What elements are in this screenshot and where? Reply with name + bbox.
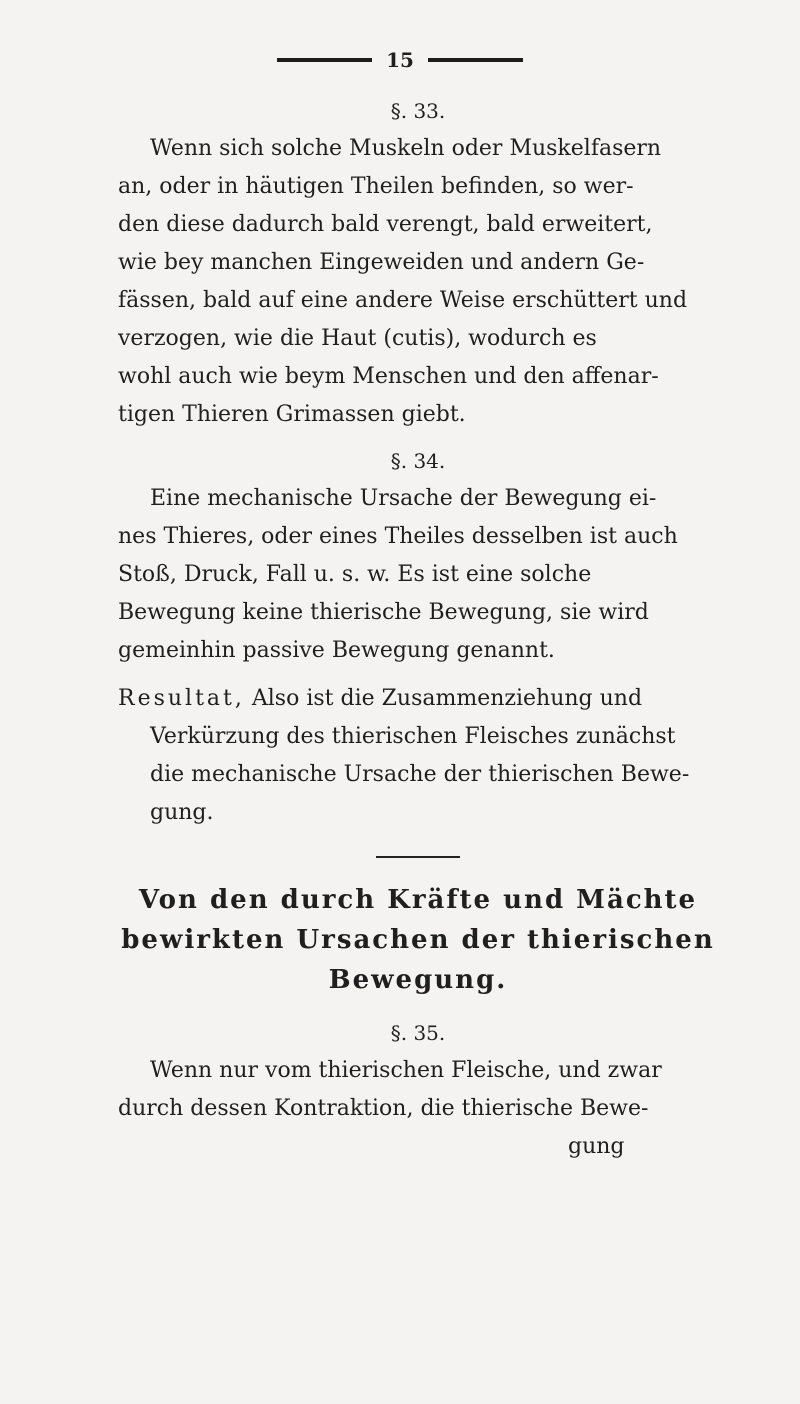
text-line: wie bey manchen Eingeweiden und andern Ge- xyxy=(118,250,645,275)
text-line: gung. xyxy=(150,800,214,825)
section-number-34: §. 34. xyxy=(390,449,446,473)
text-line: Verkürzung des thierischen Fleisches zunächst xyxy=(150,724,676,749)
header-rule-left xyxy=(277,58,372,62)
text-line: Wenn nur vom thierischen Fleische, und zwar xyxy=(150,1058,662,1083)
text-line: den diese dadurch bald verengt, bald erweitert, xyxy=(118,212,653,237)
header-rule-right xyxy=(428,58,523,62)
text-line: Bewegung keine thierische Bewegung, sie wird xyxy=(118,600,649,625)
text-line: an, oder in häutigen Theilen befinden, so wer- xyxy=(118,174,634,199)
chapter-heading-line: Bewegung. xyxy=(328,965,508,995)
result-text: Also ist die Zusammenziehung und xyxy=(251,686,643,711)
text-line: fässen, bald auf eine andere Weise erschüttert und xyxy=(118,288,688,313)
section-number-35: §. 35. xyxy=(390,1021,446,1045)
text-line: die mechanische Ursache der thierischen Bewe- xyxy=(150,762,690,787)
text-line: durch dessen Kontraktion, die thierische Bewe- xyxy=(118,1096,649,1121)
text-line: Wenn sich solche Muskeln oder Muskelfasern xyxy=(150,136,662,161)
text-line: tigen Thieren Grimassen giebt. xyxy=(118,402,466,427)
page-number: 15 xyxy=(386,48,414,72)
page-header xyxy=(255,40,545,80)
chapter-heading-line: Von den durch Kräfte und Mächte xyxy=(138,885,698,915)
result-line xyxy=(118,680,718,718)
text-line: wohl auch wie beym Menschen und den affenar- xyxy=(118,364,659,389)
section-divider xyxy=(376,856,460,858)
text-line: Eine mechanische Ursache der Bewegung ei- xyxy=(150,486,657,511)
body-text xyxy=(118,92,718,1166)
section-number-33: §. 33. xyxy=(390,99,446,123)
result-label: Resultat, xyxy=(118,686,245,711)
text-line: verzogen, wie die Haut (cutis), wodurch es xyxy=(118,326,597,351)
text-line: Stoß, Druck, Fall u. s. w. Es ist eine solche xyxy=(118,562,592,587)
text-line: gemeinhin passive Bewegung genannt. xyxy=(118,638,555,663)
chapter-heading-line: bewirkten Ursachen der thierischen xyxy=(121,925,715,955)
catchword: gung xyxy=(568,1134,625,1159)
text-line: nes Thieres, oder eines Theiles desselben ist auch xyxy=(118,524,678,549)
